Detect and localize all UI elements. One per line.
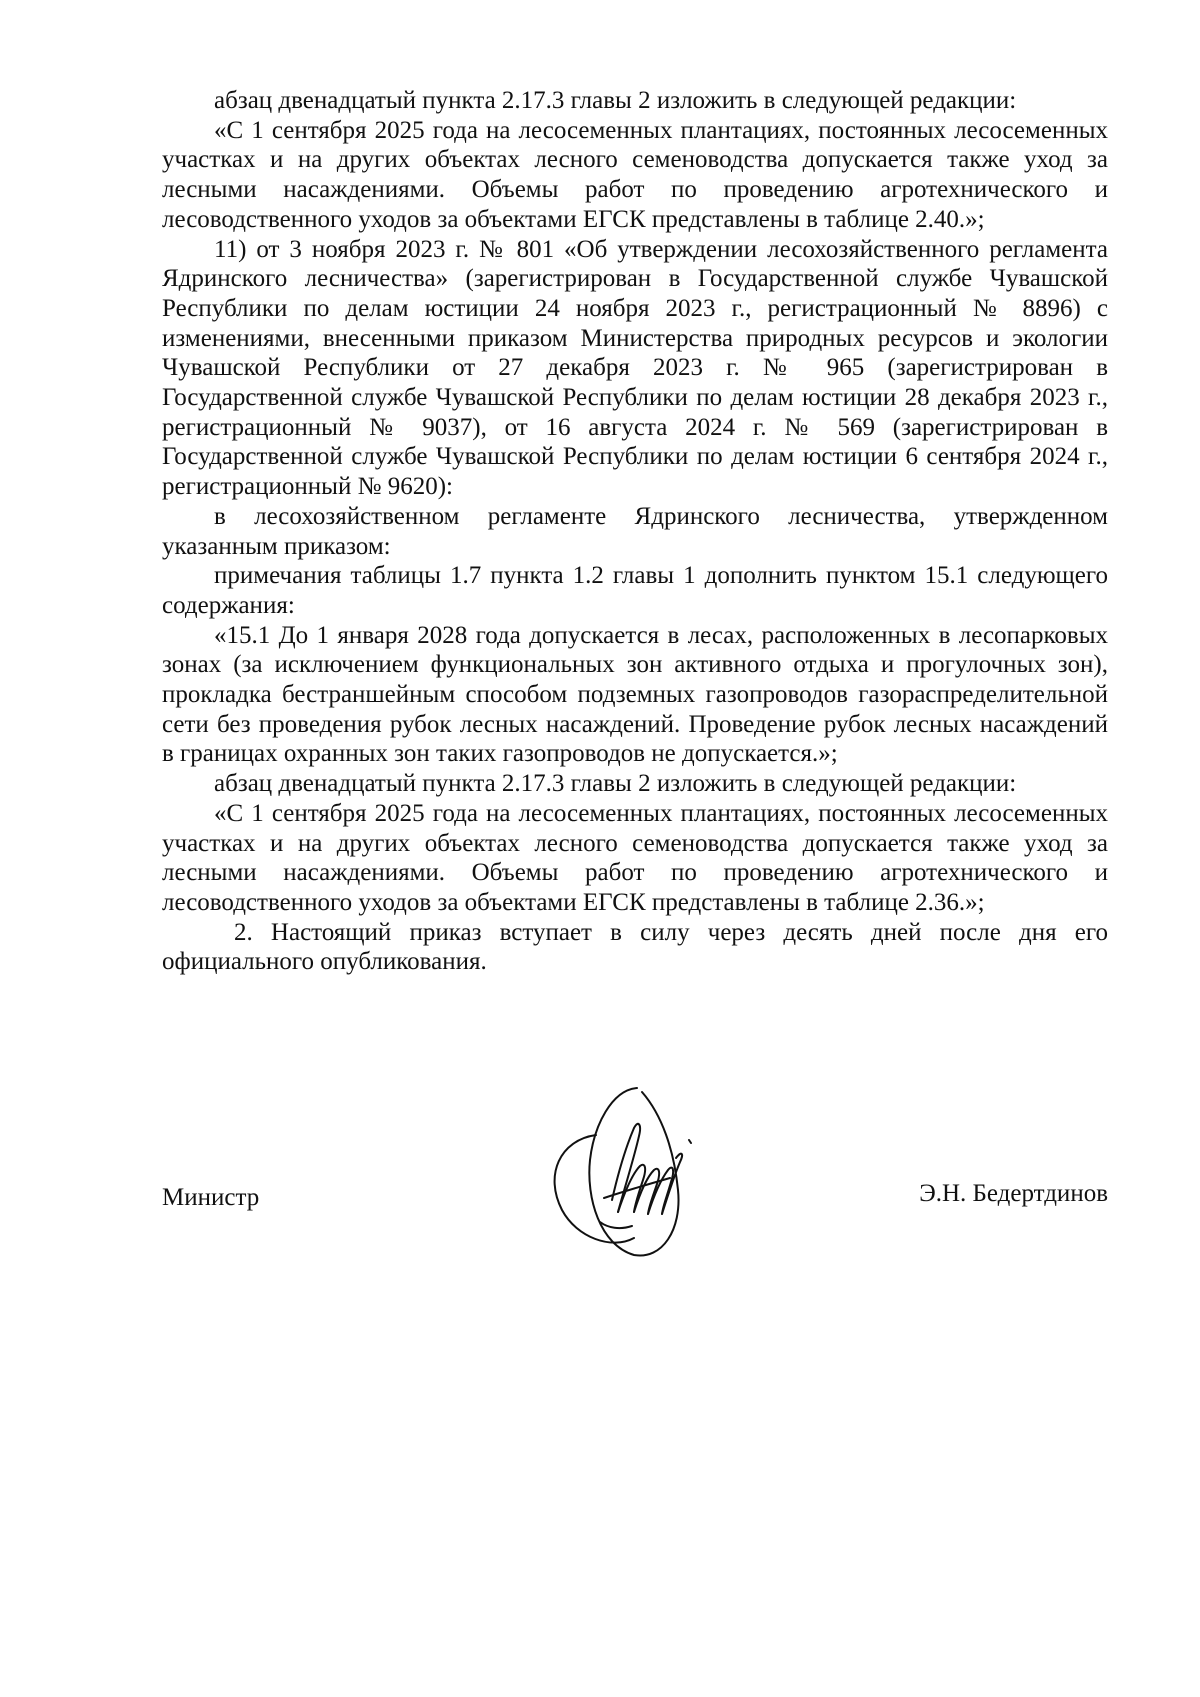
paragraph-amendment-text-2: «С 1 сентября 2025 года на лесосеменных плантациях, постоянных лесосеменных участках и на других объектах лесного семеноводства допускается также уход за лесными насаждениями. Объемы работ по проведению агротехнического и лесоводственного уходов за объектами ЕГСК представлены в таблице 2.36.»; bbox=[162, 799, 1108, 916]
paragraph-amendment-intro-2: абзац двенадцатый пункта 2.17.3 главы 2 изложить в следующей редакции: bbox=[214, 770, 1017, 798]
paragraph-entry-into-force: 2. Настоящий приказ вступает в силу через десять дней после дня его официального опубликования. bbox=[162, 918, 1108, 976]
paragraph-amendment-text-1: «С 1 сентября 2025 года на лесосеменных плантациях, постоянных лесосеменных участках и на других объектах лесного семеноводства допускается также уход за лесными насаждениями. Объемы работ по проведению агротехнического и лесоводственного уходов за объектами ЕГСК представлены в таблице 2.40.»; bbox=[162, 116, 1108, 233]
paragraph-regulation-intro: в лесохозяйственном регламенте Ядринского лесничества, утвержденном указанным приказом: bbox=[162, 502, 1108, 560]
signer-position: Министр bbox=[162, 1184, 260, 1211]
paragraph-order-item-11: 11) от 3 ноября 2023 г. № 801 «Об утверждении лесохозяйственного регламента Ядринского лесничества» (зарегистрирован в Государственной службе Чувашской Республики по делам юстиции 24 ноября 2023 г., регистрационный № 8896) с изменениями, внесенными приказом Министерства природных ресурсов и экологии Чувашской Республики от 27 декабря 2023 г. № 965 (зарегистрирован в Государственной службе Чувашской Республики по делам юстиции 28 декабря 2023 г., регистрационный № 9037), от 16 августа 2024 г. № 569 (зарегистрирован в Государственной службе Чувашской Республики по делам юстиции 6 сентября 2024 г., регистрационный № 9620): bbox=[162, 235, 1108, 501]
signature-block bbox=[162, 1080, 1108, 1260]
handwritten-signature bbox=[542, 1080, 702, 1260]
paragraph-note-15-1: «15.1 До 1 января 2028 года допускается в лесах, расположенных в лесопарковых зонах (за исключением функциональных зон активного отдыха и прогулочных зон), прокладка бестраншейным способом подземных газопроводов газораспределительной сети без проведения рубок лесных насаждений. Проведение рубок лесных насаждений в границах охранных зон таких газопроводов не допускается.»; bbox=[162, 621, 1108, 768]
signer-name: Э.Н. Бедертдинов bbox=[919, 1180, 1108, 1207]
paragraph-amendment-intro-1: абзац двенадцатый пункта 2.17.3 главы 2 изложить в следующей редакции: bbox=[214, 87, 1017, 114]
paragraph-table-note-intro: примечания таблицы 1.7 пункта 1.2 главы 1 дополнить пунктом 15.1 следующего содержания: bbox=[162, 562, 1108, 619]
document-body bbox=[162, 86, 1108, 977]
